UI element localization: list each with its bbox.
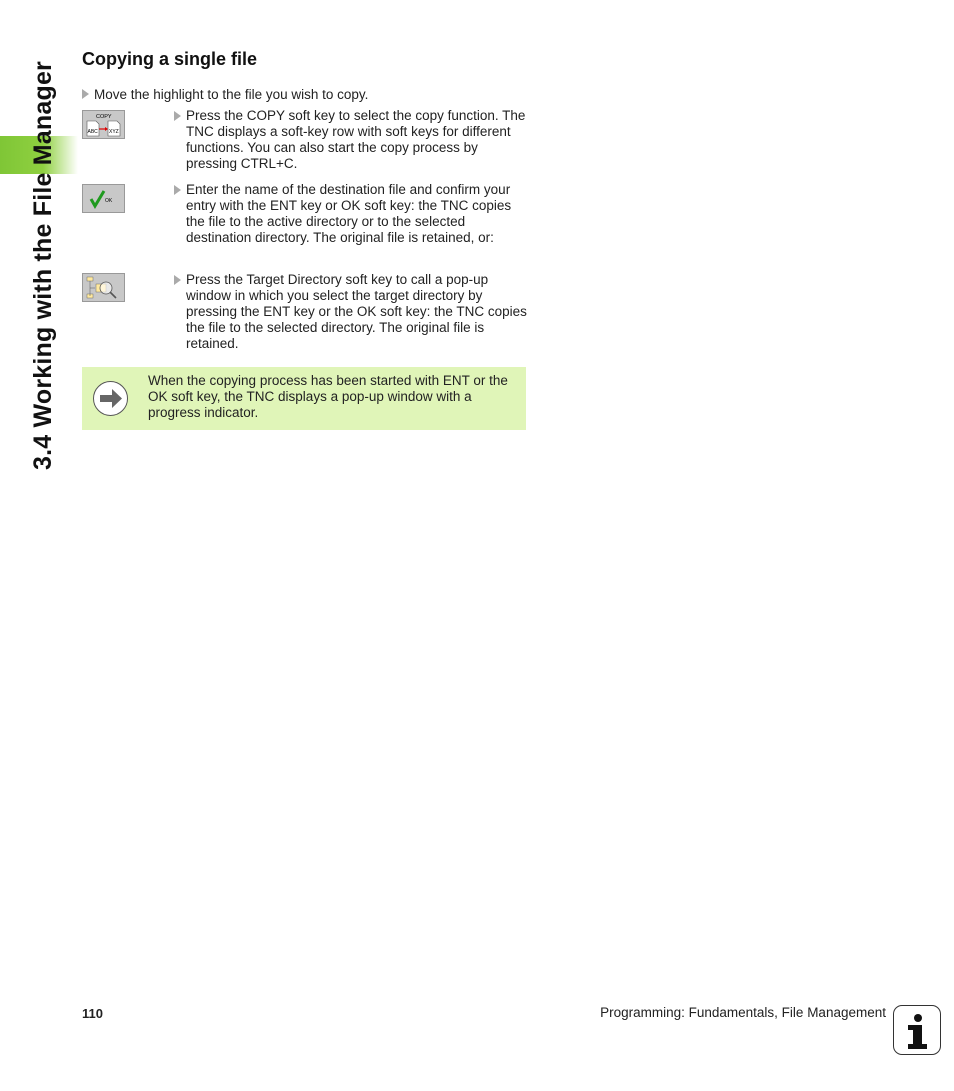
intro-text: Move the highlight to the file you wish to copy. xyxy=(94,87,369,102)
step-1 xyxy=(174,108,529,172)
step-3-text: Press the Target Directory soft key to call a pop-up window in which you select the target directory by pressing the ENT key or the OK soft key: the TNC copies the file to the selected directory. The original file is retained. xyxy=(186,272,527,351)
bullet-triangle-icon xyxy=(174,111,181,121)
bullet-triangle-icon xyxy=(174,275,181,285)
copy-from-label: ABC xyxy=(87,129,98,135)
arrow-right-icon xyxy=(93,381,128,416)
footer-title: Programming: Fundamentals, File Management xyxy=(600,1005,886,1020)
ok-softkey-icon xyxy=(82,184,125,213)
note-text: When the copying process has been started with ENT or the OK soft key, the TNC displays a pop-up window with a progress indicator. xyxy=(148,373,508,420)
target-directory-softkey-icon xyxy=(82,273,125,302)
section-side-title: 3.4 Working with the File Manager xyxy=(29,61,57,470)
step-3 xyxy=(174,272,529,352)
intro-step xyxy=(82,87,368,103)
page-number: 110 xyxy=(82,1006,103,1021)
step-2-text: Enter the name of the destination file and confirm your entry with the ENT key or OK soft key: the TNC copies the file to the active directory or to the selected destination directory. The original file is retained, or: xyxy=(186,182,512,245)
bullet-triangle-icon xyxy=(174,185,181,195)
copy-softkey-icon xyxy=(82,110,125,139)
copy-to-label: XYZ xyxy=(109,129,119,135)
ok-key-label: OK xyxy=(105,198,113,204)
bullet-triangle-icon xyxy=(82,89,89,99)
step-1-text: Press the COPY soft key to select the copy function. The TNC displays a soft-key row with soft keys for different functions. You can also start the copy process by pressing CTRL+C. xyxy=(186,108,526,171)
section-heading: Copying a single file xyxy=(82,49,258,69)
info-icon xyxy=(893,1005,941,1055)
note-box xyxy=(82,367,526,430)
copy-key-label: COPY xyxy=(96,114,112,120)
step-2 xyxy=(174,182,529,246)
